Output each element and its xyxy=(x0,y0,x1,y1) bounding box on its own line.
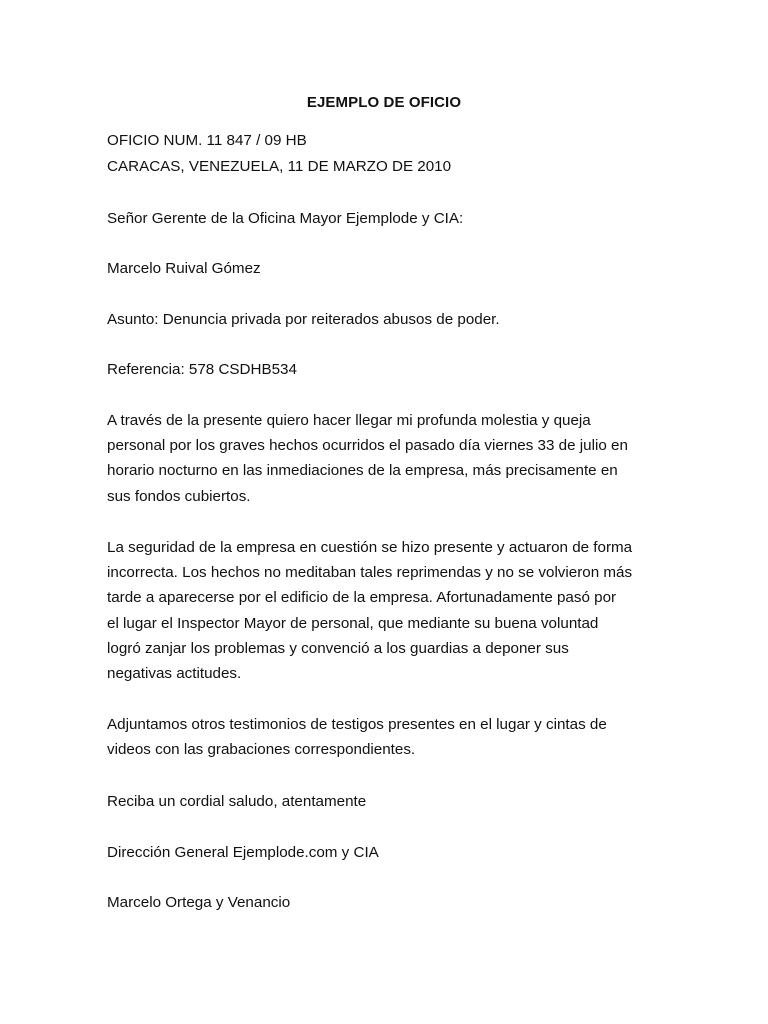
paragraph-line: el lugar el Inspector Mayor de personal, que mediante su buena voluntad xyxy=(107,614,599,632)
document-title: EJEMPLO DE OFICIO xyxy=(306,94,462,111)
location-date: CARACAS, VENEZUELA, 11 DE MARZO DE 2010 xyxy=(107,158,452,175)
sender-organization: Dirección General Ejemplode.com y CIA xyxy=(107,844,379,861)
paragraph-line: incorrecta. Los hechos no meditaban tales reprimendas y no se volvieron más xyxy=(107,564,633,582)
paragraph-line: logró zanjar los problemas y convenció a los guardias a deponer sus xyxy=(107,639,569,657)
recipient: Señor Gerente de la Oficina Mayor Ejemplode y CIA: xyxy=(107,210,464,227)
paragraph-line: A través de la presente quiero hacer llegar mi profunda molestia y queja xyxy=(107,412,591,429)
paragraph-line: negativas actitudes. xyxy=(107,665,242,683)
body-paragraph-2 xyxy=(107,535,707,686)
recipient-name: Marcelo Ruival Gómez xyxy=(107,260,261,277)
paragraph-line: personal por los graves hechos ocurridos el pasado día viernes 33 de julio en xyxy=(107,437,628,455)
body-paragraph-3 xyxy=(107,712,707,762)
paragraph-line: La seguridad de la empresa en cuestión se hizo presente y actuaron de forma xyxy=(107,539,633,556)
paragraph-line: videos con las grabaciones correspondientes. xyxy=(107,741,416,759)
paragraph-line: tarde a aparecerse por el edificio de la empresa. Afortunadamente pasó por xyxy=(107,589,617,607)
closing-line: Reciba un cordial saludo, atentamente xyxy=(107,793,367,810)
reference-line: Referencia: 578 CSDHB534 xyxy=(107,361,297,378)
sender-name: Marcelo Ortega y Venancio xyxy=(107,894,291,911)
paragraph-line: sus fondos cubiertos. xyxy=(107,487,251,505)
body-paragraph-1 xyxy=(107,408,707,509)
paragraph-line: horario nocturno en las inmediaciones de la empresa, más precisamente en xyxy=(107,462,618,480)
oficio-number: OFICIO NUM. 11 847 / 09 HB xyxy=(107,132,307,149)
subject-line: Asunto: Denuncia privada por reiterados abusos de poder. xyxy=(107,311,500,328)
paragraph-line: Adjuntamos otros testimonios de testigos presentes en el lugar y cintas de xyxy=(107,716,607,733)
